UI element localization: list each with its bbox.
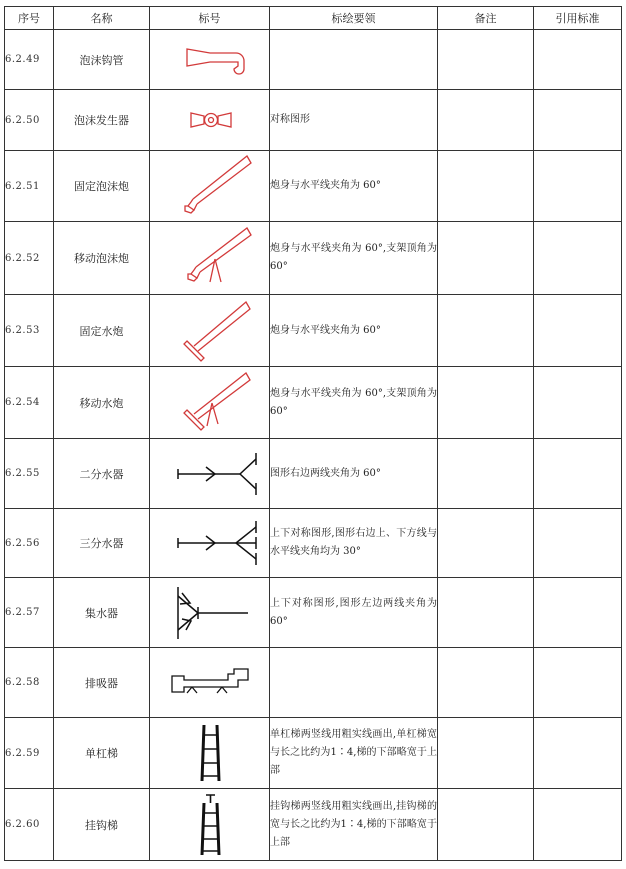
header-symbol: 标号 <box>150 7 270 30</box>
row-symbol <box>150 151 270 222</box>
row-description: 炮身与水平线夹角为 60° <box>270 151 438 222</box>
row-remarks <box>438 718 534 789</box>
row-no: 6.2.56 <box>5 509 54 578</box>
row-remarks <box>438 367 534 439</box>
row-symbol <box>150 439 270 509</box>
row-name: 移动水炮 <box>54 367 150 439</box>
row-description: 上下对称图形,图形右边上、下方线与水平线夹角均为 30° <box>270 509 438 578</box>
header-name: 名称 <box>54 7 150 30</box>
row-standard <box>534 789 622 861</box>
row-no: 6.2.59 <box>5 718 54 789</box>
table-row <box>5 367 622 439</box>
row-standard <box>534 367 622 439</box>
row-standard <box>534 295 622 367</box>
header-requirements: 标绘要领 <box>270 7 438 30</box>
table-row <box>5 222 622 295</box>
row-no: 6.2.58 <box>5 648 54 718</box>
row-no: 6.2.52 <box>5 222 54 295</box>
table-row <box>5 789 622 861</box>
table-row <box>5 90 622 151</box>
row-no: 6.2.54 <box>5 367 54 439</box>
three-way-divider-icon <box>160 515 260 571</box>
table-row <box>5 718 622 789</box>
row-symbol <box>150 789 270 861</box>
foam-generator-icon <box>160 105 260 135</box>
row-standard <box>534 439 622 509</box>
row-symbol <box>150 90 270 151</box>
row-name: 集水器 <box>54 578 150 648</box>
row-remarks <box>438 90 534 151</box>
row-standard <box>534 30 622 90</box>
row-no: 6.2.55 <box>5 439 54 509</box>
row-standard <box>534 648 622 718</box>
row-name: 二分水器 <box>54 439 150 509</box>
table-row <box>5 151 622 222</box>
row-description: 炮身与水平线夹角为 60°,支架顶角为 60° <box>270 367 438 439</box>
row-remarks <box>438 30 534 90</box>
row-description: 对称图形 <box>270 90 438 151</box>
row-remarks <box>438 789 534 861</box>
table-row <box>5 295 622 367</box>
row-name: 泡沫钩管 <box>54 30 150 90</box>
header-standard: 引用标准 <box>534 7 622 30</box>
header-remarks: 备注 <box>438 7 534 30</box>
row-no: 6.2.51 <box>5 151 54 222</box>
row-description: 炮身与水平线夹角为 60° <box>270 295 438 367</box>
row-standard <box>534 578 622 648</box>
table-header-row <box>5 7 622 30</box>
row-standard <box>534 151 622 222</box>
row-symbol <box>150 367 270 439</box>
row-description: 单杠梯两竖线用粗实线画出,单杠梯宽与长之比约为1∶4,梯的下部略宽于上部 <box>270 718 438 789</box>
mobile-water-cannon-icon <box>160 370 260 436</box>
row-remarks <box>438 222 534 295</box>
row-remarks <box>438 439 534 509</box>
header-no: 序号 <box>5 7 54 30</box>
row-remarks <box>438 151 534 222</box>
eductor-icon <box>160 663 260 703</box>
row-name: 固定泡沫炮 <box>54 151 150 222</box>
row-symbol <box>150 718 270 789</box>
single-pole-ladder-icon <box>160 721 260 785</box>
row-symbol <box>150 30 270 90</box>
row-name: 单杠梯 <box>54 718 150 789</box>
row-name: 泡沫发生器 <box>54 90 150 151</box>
row-name: 挂钩梯 <box>54 789 150 861</box>
row-symbol <box>150 578 270 648</box>
row-description: 图形右边两线夹角为 60° <box>270 439 438 509</box>
row-remarks <box>438 295 534 367</box>
row-description <box>270 30 438 90</box>
row-standard <box>534 222 622 295</box>
fixed-water-cannon-icon <box>160 298 260 364</box>
row-standard <box>534 509 622 578</box>
row-description: 挂钩梯两竖线用粗实线画出,挂钩梯的宽与长之比约为1∶4,梯的下部略宽于上部 <box>270 789 438 861</box>
row-name: 移动泡沫炮 <box>54 222 150 295</box>
row-remarks <box>438 578 534 648</box>
row-symbol <box>150 295 270 367</box>
row-name: 排吸器 <box>54 648 150 718</box>
row-no: 6.2.57 <box>5 578 54 648</box>
table-row <box>5 578 622 648</box>
foam-hook-pipe-icon <box>160 40 260 80</box>
fixed-foam-cannon-icon <box>160 153 260 219</box>
row-name: 固定水炮 <box>54 295 150 367</box>
row-standard <box>534 90 622 151</box>
row-symbol <box>150 509 270 578</box>
row-no: 6.2.53 <box>5 295 54 367</box>
row-description: 炮身与水平线夹角为 60°,支架顶角为 60° <box>270 222 438 295</box>
symbol-spec-table <box>4 6 622 861</box>
row-name: 三分水器 <box>54 509 150 578</box>
water-collector-icon <box>160 583 260 643</box>
two-way-divider-icon <box>160 449 260 499</box>
row-remarks <box>438 648 534 718</box>
row-no: 6.2.50 <box>5 90 54 151</box>
row-no: 6.2.60 <box>5 789 54 861</box>
row-no: 6.2.49 <box>5 30 54 90</box>
row-standard <box>534 718 622 789</box>
table-row <box>5 509 622 578</box>
row-description <box>270 648 438 718</box>
row-description: 上下对称图形,图形左边两线夹角为 60° <box>270 578 438 648</box>
row-remarks <box>438 509 534 578</box>
table-row <box>5 648 622 718</box>
row-symbol <box>150 648 270 718</box>
table-row <box>5 439 622 509</box>
mobile-foam-cannon-icon <box>160 224 260 292</box>
table-row <box>5 30 622 90</box>
hook-ladder-icon <box>160 791 260 859</box>
row-symbol <box>150 222 270 295</box>
